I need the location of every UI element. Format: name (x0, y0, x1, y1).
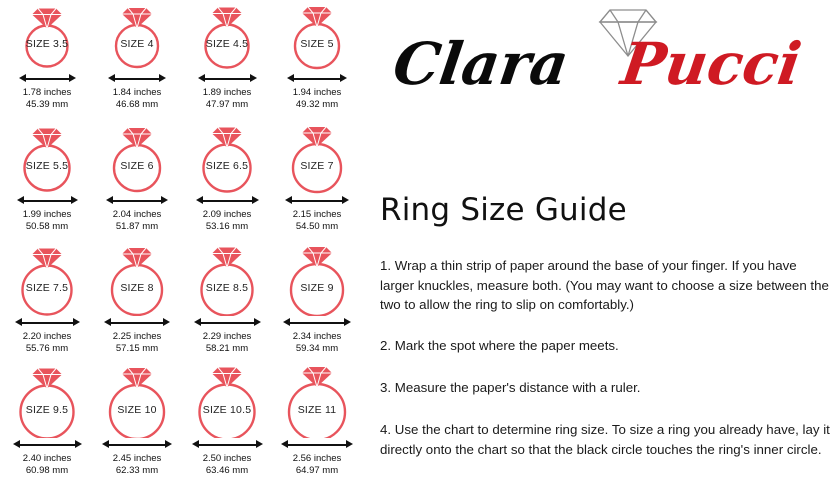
ring-size-label: SIZE 10 (117, 404, 157, 416)
ring-illustration (2, 0, 92, 72)
ring-measurements (2, 331, 92, 354)
measurement-mm: 57.15 mm (115, 342, 159, 354)
measurement-mm: 49.32 mm (295, 98, 339, 110)
measurement-mm: 53.16 mm (205, 220, 249, 232)
measurement-mm: 55.76 mm (25, 342, 69, 354)
diameter-arrow (182, 438, 272, 451)
measurement-mm: 45.39 mm (25, 98, 69, 110)
ring-illustration (92, 122, 182, 194)
instruction-step-2: 2. Mark the spot where the paper meets. (380, 338, 619, 353)
ring-size-cell (272, 366, 362, 491)
ring-size-cell (2, 122, 92, 247)
ring-size-chart (0, 0, 360, 501)
instruction-step-3: 3. Measure the paper's distance with a ruler. (380, 380, 641, 395)
diameter-arrow (2, 438, 92, 451)
ring-size-label: SIZE 8.5 (205, 282, 249, 294)
diameter-arrow (182, 72, 272, 85)
brand-logo (386, 4, 826, 104)
ring-size-label: SIZE 6.5 (205, 160, 249, 172)
ring-size-cell (182, 244, 272, 369)
ring-illustration (92, 244, 182, 316)
measurement-mm: 47.97 mm (205, 98, 249, 110)
measurement-mm: 59.34 mm (295, 342, 339, 354)
diameter-arrow (92, 438, 182, 451)
measurement-mm: 62.33 mm (115, 464, 159, 476)
ring-size-label: SIZE 7 (300, 160, 334, 172)
ring-size-cell (272, 122, 362, 247)
measurement-mm: 64.97 mm (295, 464, 339, 476)
measurement-inches: 2.20 inches (22, 331, 72, 342)
measurement-mm: 46.68 mm (115, 98, 159, 110)
page-title: Ring Size Guide (380, 192, 627, 228)
ring-size-label: SIZE 9 (300, 282, 334, 294)
ring-size-cell (182, 366, 272, 491)
diameter-arrow (272, 194, 362, 207)
ring-size-cell (2, 0, 92, 125)
ring-measurements (92, 331, 182, 354)
ring-illustration (182, 244, 272, 316)
ring-size-label: SIZE 10.5 (202, 404, 252, 416)
measurement-inches: 2.56 inches (292, 453, 342, 464)
diameter-arrow (2, 72, 92, 85)
ring-measurements (182, 209, 272, 232)
ring-measurements (182, 331, 272, 354)
ring-size-cell (92, 244, 182, 369)
measurement-inches: 2.04 inches (112, 209, 162, 220)
ring-illustration (92, 366, 182, 438)
ring-measurements (182, 87, 272, 110)
guide-panel (366, 0, 839, 501)
ring-size-cell (182, 122, 272, 247)
diameter-arrow (2, 194, 92, 207)
ring-illustration (272, 122, 362, 194)
ring-illustration (92, 0, 182, 72)
diameter-arrow (92, 316, 182, 329)
measurement-inches: 2.09 inches (202, 209, 252, 220)
ring-illustration (2, 122, 92, 194)
measurement-inches: 2.50 inches (202, 453, 252, 464)
ring-measurements (92, 209, 182, 232)
ring-illustration (2, 366, 92, 438)
ring-size-label: SIZE 4 (120, 38, 154, 50)
measurement-inches: 2.45 inches (112, 453, 162, 464)
diameter-arrow (272, 438, 362, 451)
ring-size-label: SIZE 9.5 (25, 404, 69, 416)
ring-illustration (272, 244, 362, 316)
ring-measurements (2, 209, 92, 232)
ring-size-label: SIZE 11 (297, 404, 337, 416)
measurement-inches: 1.94 inches (292, 87, 342, 98)
measurement-mm: 50.58 mm (25, 220, 69, 232)
ring-measurements (272, 453, 362, 476)
ring-illustration (182, 122, 272, 194)
diameter-arrow (272, 72, 362, 85)
ring-size-label: SIZE 6 (120, 160, 154, 172)
ring-measurements (2, 453, 92, 476)
ring-measurements (272, 331, 362, 354)
ring-size-cell (182, 0, 272, 125)
ring-illustration (182, 366, 272, 438)
ring-size-cell (272, 244, 362, 369)
logo-text-clara: Clara (389, 30, 573, 98)
logo-text-pucci: Pucci (617, 30, 806, 98)
measurement-inches: 2.29 inches (202, 331, 252, 342)
measurement-inches: 2.15 inches (292, 209, 342, 220)
ring-size-cell (92, 122, 182, 247)
diameter-arrow (92, 72, 182, 85)
diameter-arrow (272, 316, 362, 329)
instruction-step-4: 4. Use the chart to determine ring size. To size a ring you already have, lay it directly onto the chart so that the black circle touches the ring's inner circle. (380, 422, 830, 457)
ring-size-label: SIZE 5 (300, 38, 334, 50)
ring-size-label: SIZE 3.5 (25, 38, 69, 50)
ring-size-cell (92, 366, 182, 491)
ring-measurements (182, 453, 272, 476)
measurement-mm: 58.21 mm (205, 342, 249, 354)
measurement-mm: 54.50 mm (295, 220, 339, 232)
measurement-mm: 60.98 mm (25, 464, 69, 476)
ring-illustration (272, 366, 362, 438)
measurement-inches: 2.34 inches (292, 331, 342, 342)
measurement-inches: 1.78 inches (22, 87, 72, 98)
ring-size-cell (92, 0, 182, 125)
measurement-inches: 1.84 inches (112, 87, 162, 98)
measurement-mm: 63.46 mm (205, 464, 249, 476)
ring-illustration (2, 244, 92, 316)
ring-measurements (92, 453, 182, 476)
ring-size-cell (2, 244, 92, 369)
ring-size-cell (2, 366, 92, 491)
ring-size-label: SIZE 5.5 (25, 160, 69, 172)
measurement-inches: 2.25 inches (112, 331, 162, 342)
diameter-arrow (92, 194, 182, 207)
ring-illustration (182, 0, 272, 72)
instruction-step-1: 1. Wrap a thin strip of paper around the base of your finger. If you have larger knuckles, measure both. (You may want to choose a size between the two to allow the ring to slip on comfortably.) (380, 258, 829, 312)
measurement-inches: 1.89 inches (202, 87, 252, 98)
ring-measurements (272, 209, 362, 232)
measurement-mm: 51.87 mm (115, 220, 159, 232)
ring-measurements (2, 87, 92, 110)
ring-measurements (92, 87, 182, 110)
ring-illustration (272, 0, 362, 72)
ring-size-cell (272, 0, 362, 125)
diameter-arrow (182, 194, 272, 207)
diameter-arrow (2, 316, 92, 329)
ring-size-label: SIZE 7.5 (25, 282, 69, 294)
ring-measurements (272, 87, 362, 110)
diameter-arrow (182, 316, 272, 329)
ring-size-label: SIZE 4.5 (205, 38, 249, 50)
ring-size-label: SIZE 8 (120, 282, 154, 294)
measurement-inches: 2.40 inches (22, 453, 72, 464)
measurement-inches: 1.99 inches (22, 209, 72, 220)
